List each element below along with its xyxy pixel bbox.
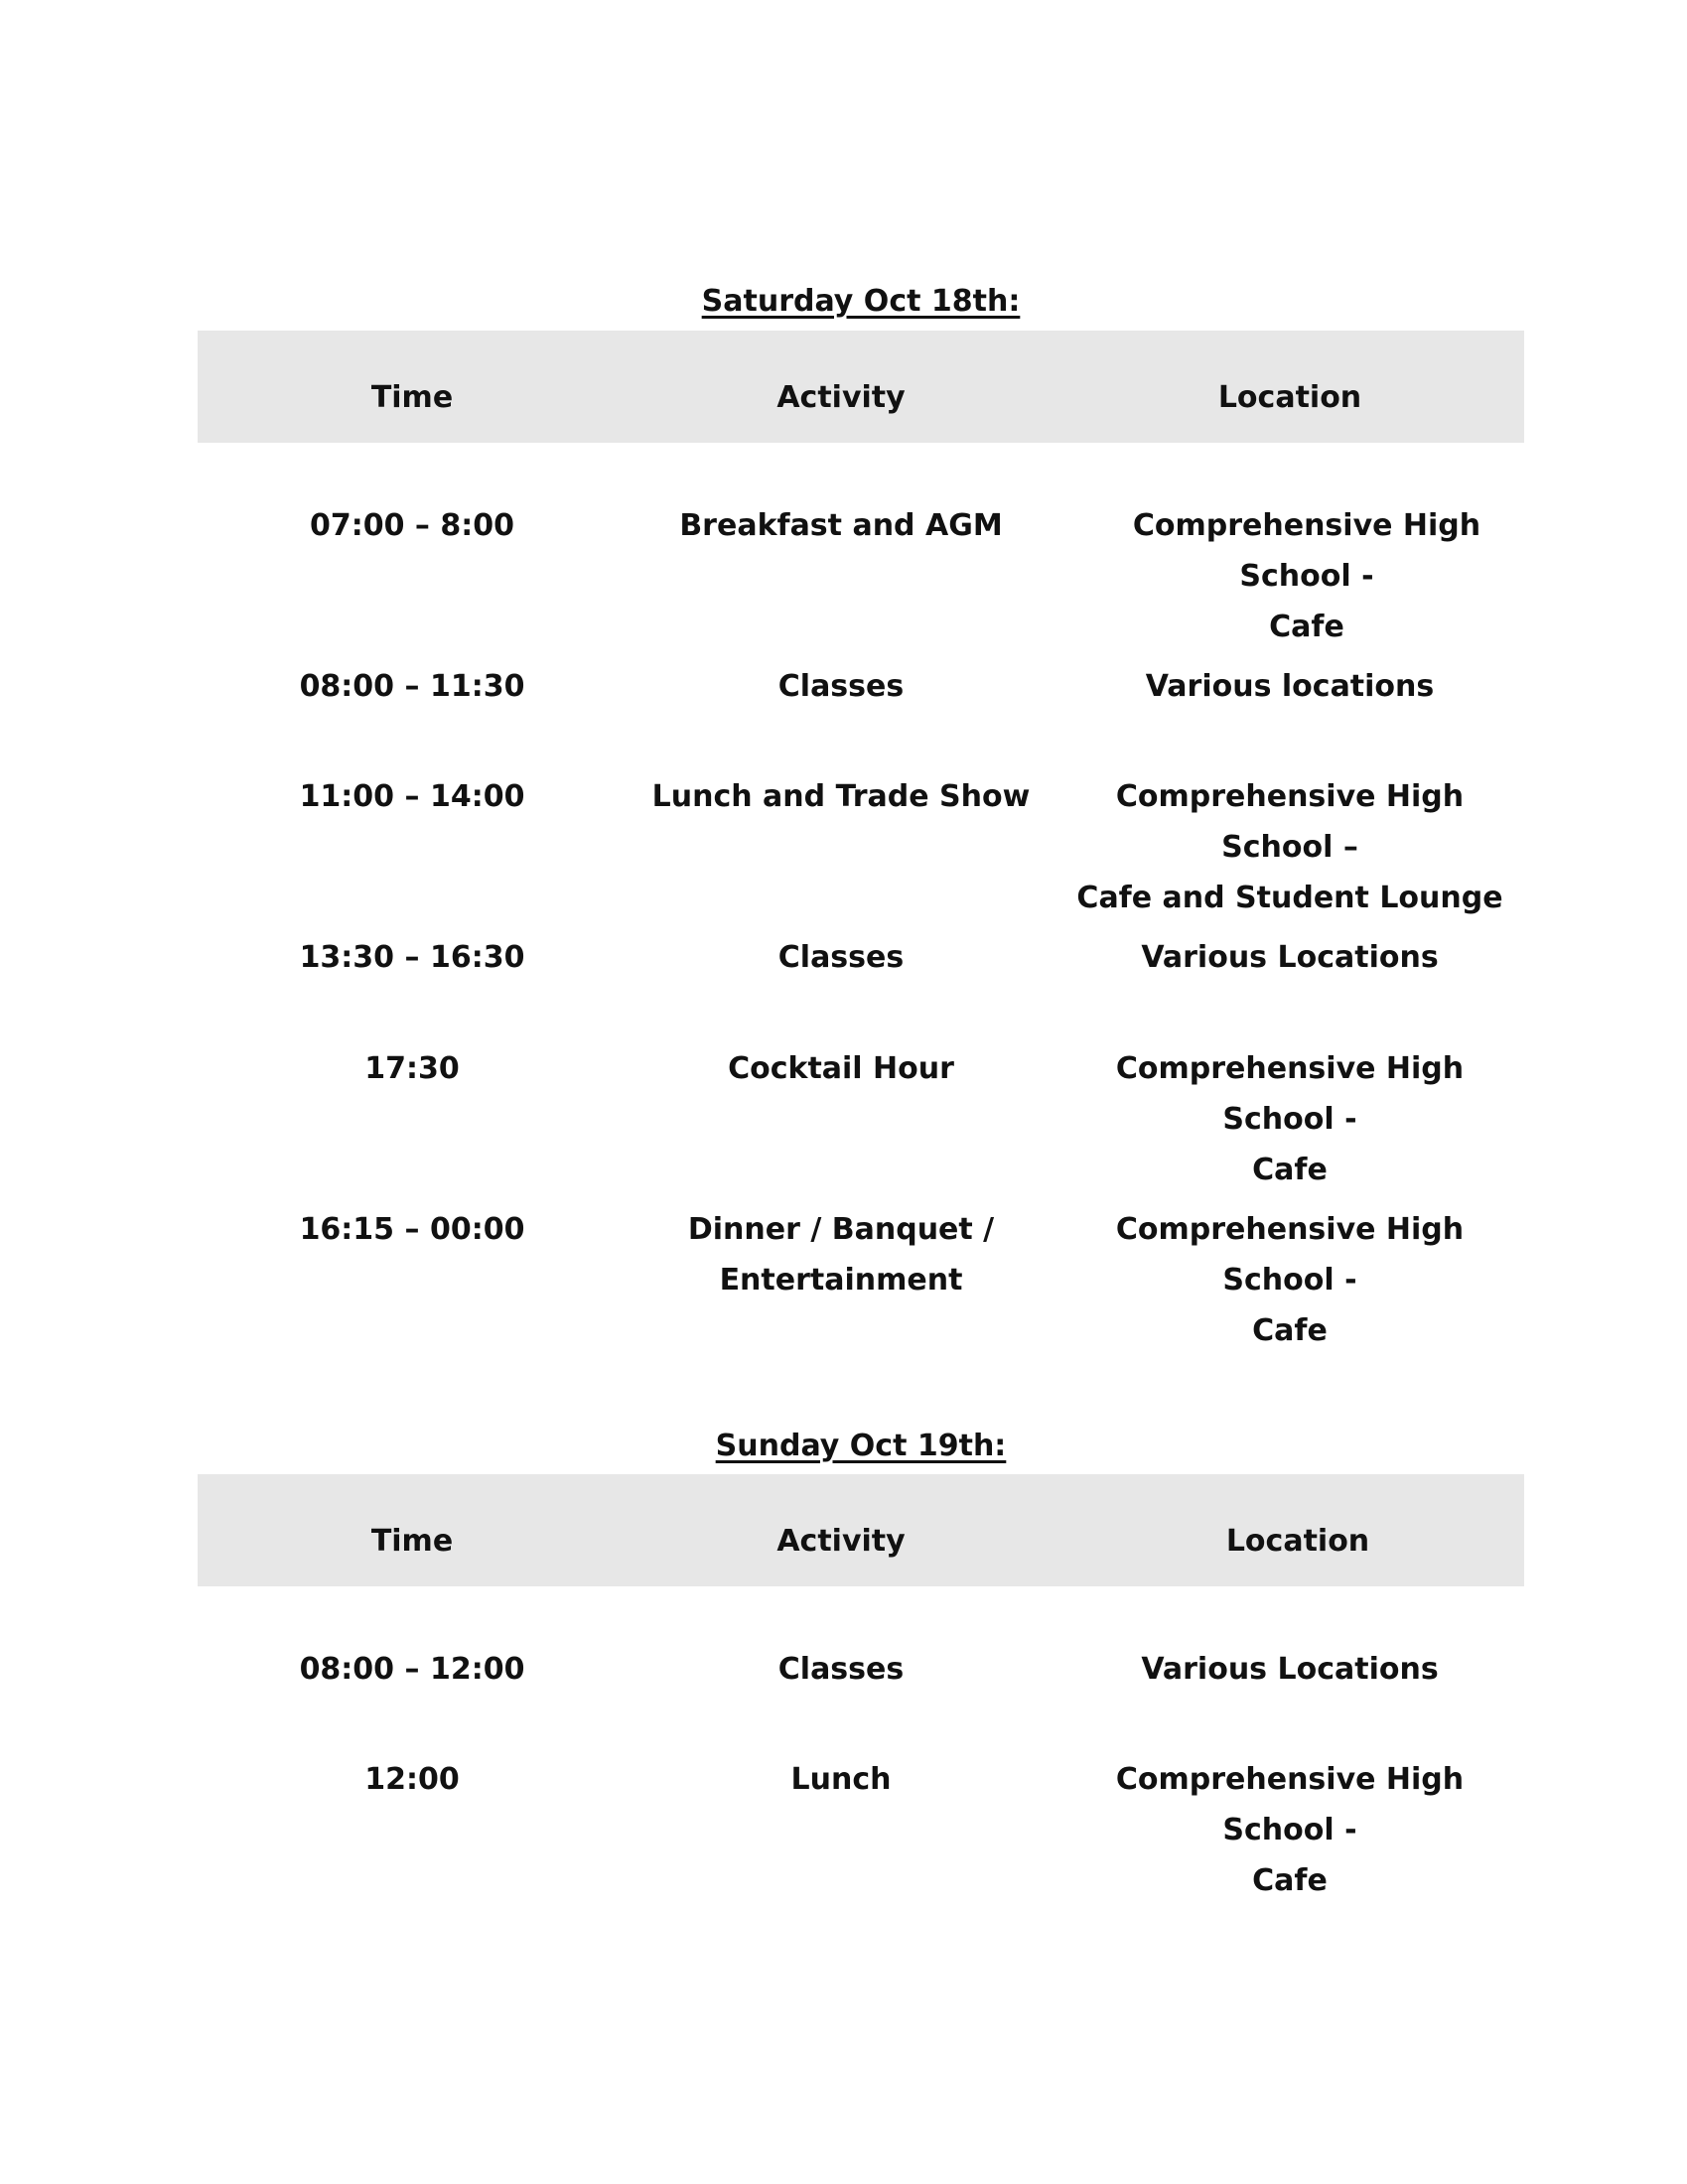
cell-activity: Cocktail Hour xyxy=(728,1051,954,1086)
cell-time: 07:00 – 8:00 xyxy=(309,508,514,543)
table-header-row xyxy=(198,331,1524,443)
cell-time: 12:00 xyxy=(364,1762,460,1797)
cell-location: Comprehensive High School - Cafe xyxy=(1132,508,1481,644)
header-activity: Activity xyxy=(776,380,906,415)
header-activity: Activity xyxy=(776,1524,906,1559)
header-time: Time xyxy=(370,1524,454,1559)
table-row xyxy=(198,500,1524,661)
table-row xyxy=(198,661,1524,771)
cell-location: Comprehensive High School – Cafe and Student Lounge xyxy=(1076,779,1503,915)
cell-time: 11:00 – 14:00 xyxy=(299,779,525,814)
day-heading-sunday: Sunday Oct 19th: xyxy=(715,1429,1007,1463)
header-location: Location xyxy=(1225,1524,1370,1559)
header-location: Location xyxy=(1217,380,1362,415)
cell-time: 08:00 – 12:00 xyxy=(299,1652,525,1687)
schedule-table-sunday xyxy=(198,1474,1524,1915)
cell-time: 13:30 – 16:30 xyxy=(299,940,525,975)
table-row xyxy=(198,1644,1524,1754)
cell-activity: Classes xyxy=(777,1652,905,1687)
cell-activity: Dinner / Banquet / Entertainment xyxy=(687,1212,995,1297)
cell-location: Comprehensive High School - Cafe xyxy=(1115,1051,1465,1187)
cell-time: 08:00 – 11:30 xyxy=(299,669,525,704)
cell-activity: Breakfast and AGM xyxy=(679,508,1003,543)
cell-location: Comprehensive High School - Cafe xyxy=(1115,1762,1465,1898)
table-header-row xyxy=(198,1474,1524,1586)
cell-activity: Lunch xyxy=(790,1762,892,1797)
table-row xyxy=(198,932,1524,1043)
cell-activity: Classes xyxy=(777,669,905,704)
cell-location: Various Locations xyxy=(1141,940,1439,975)
cell-location: Various Locations xyxy=(1141,1652,1439,1687)
cell-location: Comprehensive High School - Cafe xyxy=(1115,1212,1465,1348)
header-time: Time xyxy=(370,380,454,415)
cell-activity: Classes xyxy=(777,940,905,975)
cell-time: 16:15 – 00:00 xyxy=(299,1212,525,1247)
schedule-table-saturday xyxy=(198,331,1524,1365)
table-row xyxy=(198,1204,1524,1365)
cell-location: Various locations xyxy=(1145,669,1435,704)
cell-time: 17:30 xyxy=(364,1051,460,1086)
cell-activity: Lunch and Trade Show xyxy=(651,779,1031,814)
table-row xyxy=(198,1754,1524,1915)
table-row xyxy=(198,771,1524,932)
table-row xyxy=(198,1043,1524,1204)
day-heading-saturday: Saturday Oct 18th: xyxy=(701,284,1021,319)
